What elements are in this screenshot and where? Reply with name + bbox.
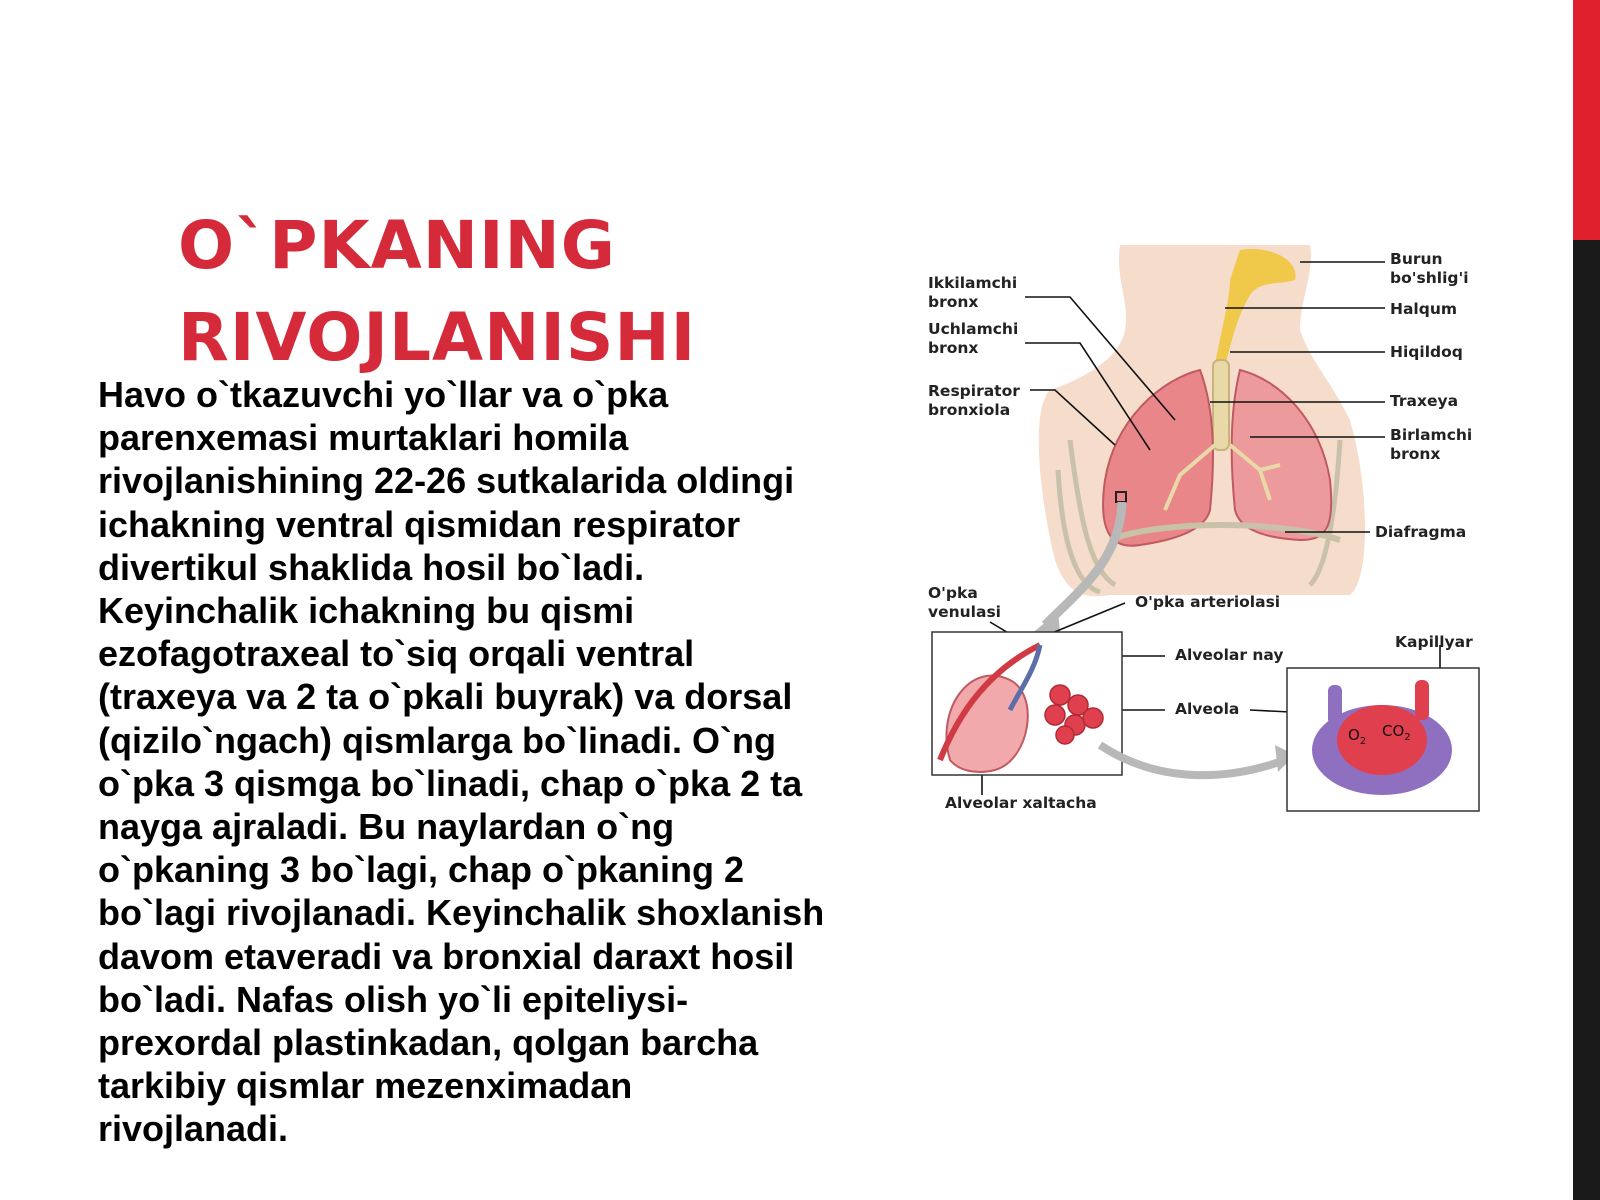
label-kapillyar: Kapillyar <box>1395 633 1473 651</box>
label-ikkilamchi-bronx: Ikkilamchi bronx <box>928 274 1018 311</box>
label-opka-venulasi: O'pka venulasi <box>928 584 1001 621</box>
label-birlamchi-bronx: Birlamchi bronx <box>1390 426 1473 463</box>
co2-label: CO <box>1382 722 1405 740</box>
magnify-arrow <box>1100 745 1285 775</box>
trachea-shape <box>1213 360 1229 450</box>
accent-bar-red <box>1573 0 1600 240</box>
title-line-2: RIVOJLANISHI <box>178 299 697 376</box>
label-respirator-bronxiola: Respirator bronxiola <box>928 382 1020 419</box>
label-alveola: Alveola <box>1175 700 1240 718</box>
o2-label: O <box>1348 726 1360 744</box>
slide-title <box>178 200 878 384</box>
body-paragraph: Havo o`tkazuvchi yo`llar va o`pka parenxemasi murtaklari homila rivojlanishining 22-26 sutkalarida oldingi ichakning ventral qismidan respirator divertikul shaklida hosil bo`ladi. Keyinchalik ichakning bu qismi ezofagotraxeal to`siq orqali ventral (traxeya va 2 ta o`pkali buyrak) va dorsal (qizilo`ngach) qismlarga bo`linadi. O`ng o`pka 3 qismga bo`linadi, chap o`pka 2 ta nayga ajraladi. Bu naylardan o`ng o`pkaning 3 bo`lagi, chap o`pkaning 2 bo`lagi rivojlanadi. Keyinchalik shoxlanish davom etaveradi va bronxial daraxt hosil bo`ladi. Nafas olish yo`li epiteliysi- prexordal plastinkadan, qolgan barcha tarkibiy qismlar mezenximadan rivojlanadi. <box>98 374 825 1150</box>
label-alveolar-xaltacha: Alveolar xaltacha <box>945 794 1097 812</box>
label-opka-arteriolasi: O'pka arteriolasi <box>1135 593 1281 611</box>
title-line-1: O`PKANING <box>178 207 616 284</box>
label-alveolar-nay: Alveolar nay <box>1175 646 1284 664</box>
o2-subscript: 2 <box>1359 736 1367 747</box>
label-uchlamchi-bronx: Uchlamchi bronx <box>928 320 1019 357</box>
label-burun-boshligi: Burun bo'shlig'i <box>1390 250 1469 287</box>
label-traxeya: Traxeya <box>1390 392 1459 410</box>
co2-subscript: 2 <box>1404 732 1411 743</box>
accent-bar-dark <box>1573 240 1600 1200</box>
respiratory-system-figure <box>930 240 1510 830</box>
label-halqum: Halqum <box>1390 300 1458 318</box>
label-hiqildoq: Hiqildoq <box>1390 343 1463 361</box>
label-diafragma: Diafragma <box>1375 523 1467 541</box>
